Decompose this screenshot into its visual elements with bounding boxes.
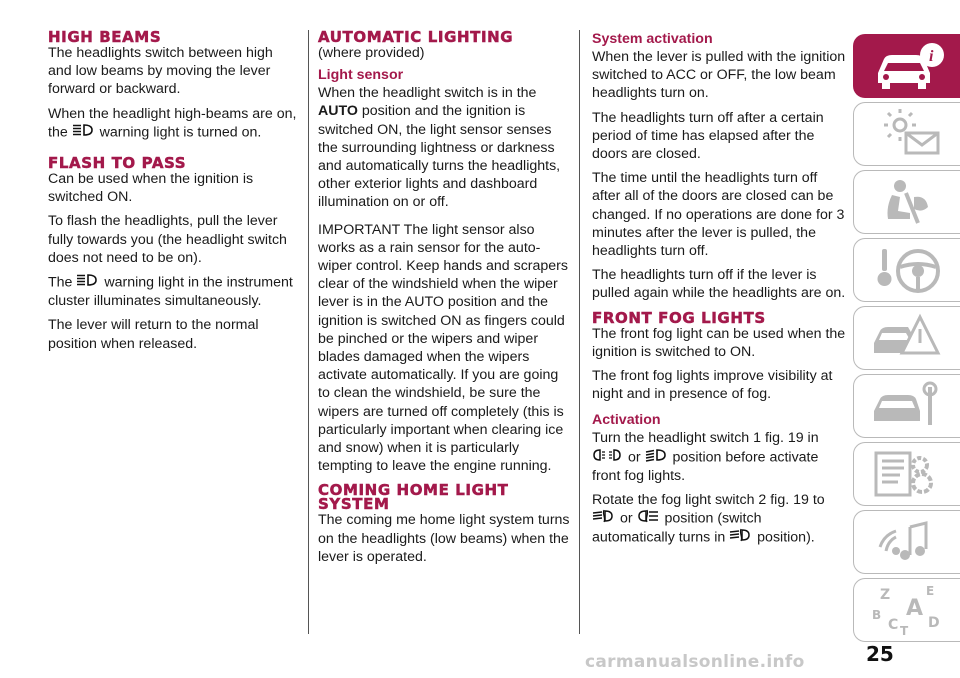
subsection-title-activation: Activation xyxy=(592,412,661,429)
section-title-flash-to-pass: FLASH TO PASS xyxy=(48,154,187,173)
svg-text:i: i xyxy=(929,48,934,65)
text: The xyxy=(48,274,73,291)
text: When the headlight switch is in the xyxy=(318,85,537,102)
index-letter: D xyxy=(928,615,940,631)
paragraph xyxy=(48,273,298,310)
text: position (switch automatically turns in xyxy=(592,510,762,546)
paragraph: The headlights turn off after a certain period of time has elapsed after the doors are closed. xyxy=(592,109,824,163)
paragraph: To flash the headlights, pull the lever fully towards you (the headlight switch does not need to be on). xyxy=(48,213,287,266)
text: Rotate the fog light switch 2 fig. 19 to xyxy=(592,492,825,509)
paragraph xyxy=(592,429,846,485)
sidebar-tab-maintenance[interactable] xyxy=(853,374,960,438)
paragraph xyxy=(48,105,298,142)
text: When the headlight high-beams are on, the xyxy=(48,105,297,141)
section-title-coming-home: COMING HOME LIGHT SYSTEM xyxy=(318,481,509,514)
sidebar-tab-index[interactable] xyxy=(853,578,960,642)
rear-fog-icon xyxy=(637,509,659,528)
paragraph: The lever will return to the normal position when released. xyxy=(48,317,259,352)
index-letter: E xyxy=(926,585,935,598)
car-maintenance-icon xyxy=(870,381,950,433)
column-divider xyxy=(308,30,309,634)
index-letter: T xyxy=(900,624,909,637)
sidebar-tab-warning-lights[interactable] xyxy=(853,102,960,166)
sidebar-tab-safety[interactable] xyxy=(853,170,960,234)
subsection-title-light-sensor: Light sensor xyxy=(318,67,404,84)
warning-lights-icon xyxy=(870,109,950,161)
paragraph: The front fog light can be used when the ignition is switched to ON. xyxy=(592,325,846,360)
car-accident-icon xyxy=(870,313,950,365)
paragraph: The coming me home light system turns on the headlights (low beams) when the lever is operated. xyxy=(318,512,570,565)
subsection-title-system-activation: System activation xyxy=(592,31,713,47)
paragraph xyxy=(592,491,846,548)
text: warning light is turned on. xyxy=(99,124,262,141)
text: position and the ignition is switched ON, the light sensor senses the surrounding lightness or darkness and automatically turns the headlights, other exterior lights and dashboard illumination on or off. xyxy=(318,103,561,211)
paragraph xyxy=(318,84,570,211)
sidebar-tab-specifications[interactable] xyxy=(853,442,960,506)
paragraph: The front fog lights improve visibility at night and in presence of fog. xyxy=(592,368,833,403)
index-letter: Z xyxy=(880,587,891,603)
car-info-icon xyxy=(870,41,950,93)
watermark: carmanualsonline.info xyxy=(585,652,805,672)
specs-gear-icon xyxy=(870,449,950,501)
section-title-front-fog-lights: FRONT FOG LIGHTS xyxy=(592,308,766,327)
paragraph: Can be used when the ignition is switched ON. xyxy=(48,171,254,206)
text: position before activate front fog lights. xyxy=(592,449,819,484)
sidebar-tab-driving[interactable] xyxy=(853,238,960,302)
steering-wheel-icon xyxy=(870,245,950,297)
column-divider xyxy=(579,30,580,634)
index-letter: C xyxy=(888,617,899,633)
column-1 xyxy=(48,30,298,359)
text: or xyxy=(619,510,633,527)
paragraph: The time until the headlights turn off after all of the doors are closed can be changed. If no operations are done for 3 minutes after the lever is pulled, the headlights turn off. xyxy=(592,170,845,260)
front-fog-icon xyxy=(729,528,751,547)
text: warning light in the instrument cluster illuminates simultaneously. xyxy=(48,274,293,310)
sidebar-tab-multimedia[interactable] xyxy=(853,510,960,574)
position-lights-icon xyxy=(592,448,622,467)
seat-safety-icon xyxy=(870,177,950,229)
column-2 xyxy=(318,30,570,572)
high-beam-icon xyxy=(72,123,94,142)
index-letter: B xyxy=(872,608,882,622)
paragraph: The headlights switch between high and low beams by moving the lever forward or backward. xyxy=(48,45,273,98)
high-beam-icon xyxy=(76,273,98,292)
column-3 xyxy=(592,30,846,554)
index-letter: A xyxy=(906,596,924,621)
page-number: 25 xyxy=(866,642,894,666)
text: position). xyxy=(757,529,815,546)
index-letters-icon xyxy=(870,585,950,637)
text: or xyxy=(627,449,641,466)
section-title-automatic-lighting: AUTOMATIC LIGHTING xyxy=(318,28,514,46)
paragraph: The headlights turn off if the lever is pulled again while the headlights are on. xyxy=(592,267,846,302)
text: Turn the headlight switch 1 fig. 19 in xyxy=(592,430,819,447)
subtitle: (where provided) xyxy=(318,45,425,61)
low-beam-icon xyxy=(645,448,667,467)
bold-text: AUTO xyxy=(318,103,358,120)
paragraph: When the lever is pulled with the ignition switched to ACC or OFF, the low beam headlights turn on. xyxy=(592,49,846,102)
sidebar-tab-car-info[interactable] xyxy=(853,34,960,98)
front-fog-icon xyxy=(592,509,614,528)
sidebar-tab-emergency[interactable] xyxy=(853,306,960,370)
paragraph: IMPORTANT The light sensor also works as a rain sensor for the auto-wiper control. Keep hands and scrapers clear of the windshield when the wiper lever is in the AUTO position and the ignition is switched ON as fingers could be pinched or the wipers and wiper blades damaged when the wipers activate automatically. If you are going to clean the windshield, be sure the wipers are turned off completely (this is particularly important when clearing ice and snow) when it is particularly tempting to leave the engine running. xyxy=(318,221,568,475)
multimedia-icon xyxy=(870,517,950,569)
section-title-high-beams: HIGH BEAMS xyxy=(48,28,162,46)
